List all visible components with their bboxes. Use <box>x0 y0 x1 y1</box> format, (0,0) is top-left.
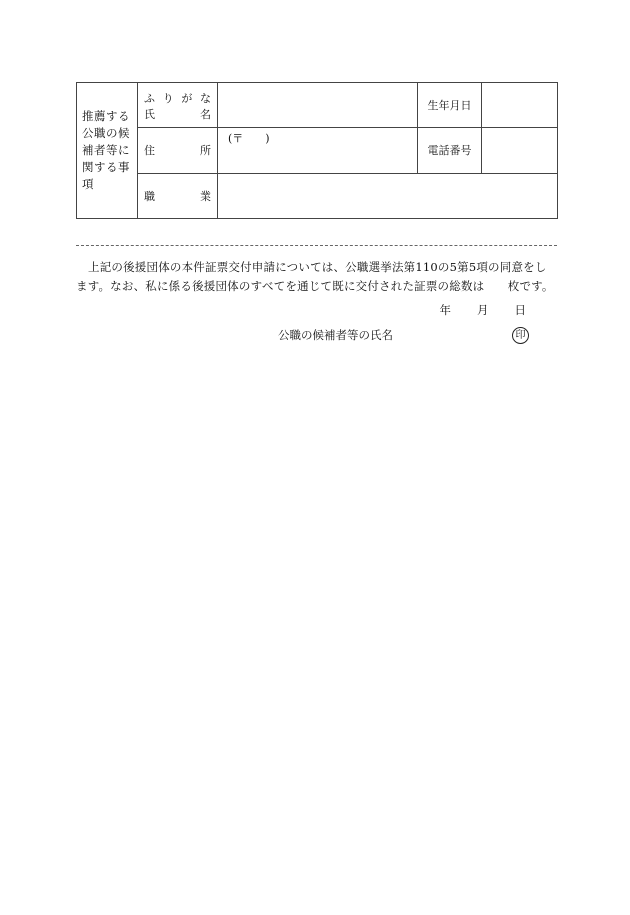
phone-label: 電話番号 <box>418 128 482 173</box>
section-heading: 推薦する公職の候補者等に関する事項 <box>77 83 138 219</box>
address-label: 住 所 <box>144 144 211 158</box>
month-label: 月 <box>477 303 489 317</box>
signature-label: 公職の候補者等の氏名 <box>278 328 393 342</box>
occupation-label: 職 業 <box>144 189 211 203</box>
day-label: 日 <box>514 303 526 317</box>
date-line <box>440 302 527 318</box>
birthdate-field[interactable] <box>482 83 558 128</box>
furigana-label: ふ り が な <box>144 92 211 106</box>
name-label: 氏 名 <box>144 108 211 122</box>
consent-statement: 上記の後援団体の本件証票交付申請については、公職選挙法第110の5第5項の同意をします。なお、私に係る後援団体のすべてを通じて既に交付された証票の総数は 枚です。 <box>76 260 554 293</box>
candidate-info-table <box>76 82 558 219</box>
year-label: 年 <box>439 303 451 317</box>
occupation-field[interactable] <box>218 173 558 218</box>
birthdate-label: 生年月日 <box>418 83 482 128</box>
name-label-cell <box>138 83 218 128</box>
name-field[interactable] <box>218 83 418 128</box>
phone-field[interactable] <box>482 128 558 173</box>
seal-icon: 印 <box>512 327 529 344</box>
cut-line-divider <box>76 245 557 246</box>
occupation-label-cell <box>138 173 218 218</box>
address-label-cell <box>138 128 218 173</box>
postal-code-marker: (〒 ) <box>228 132 270 146</box>
address-field[interactable] <box>218 128 418 173</box>
